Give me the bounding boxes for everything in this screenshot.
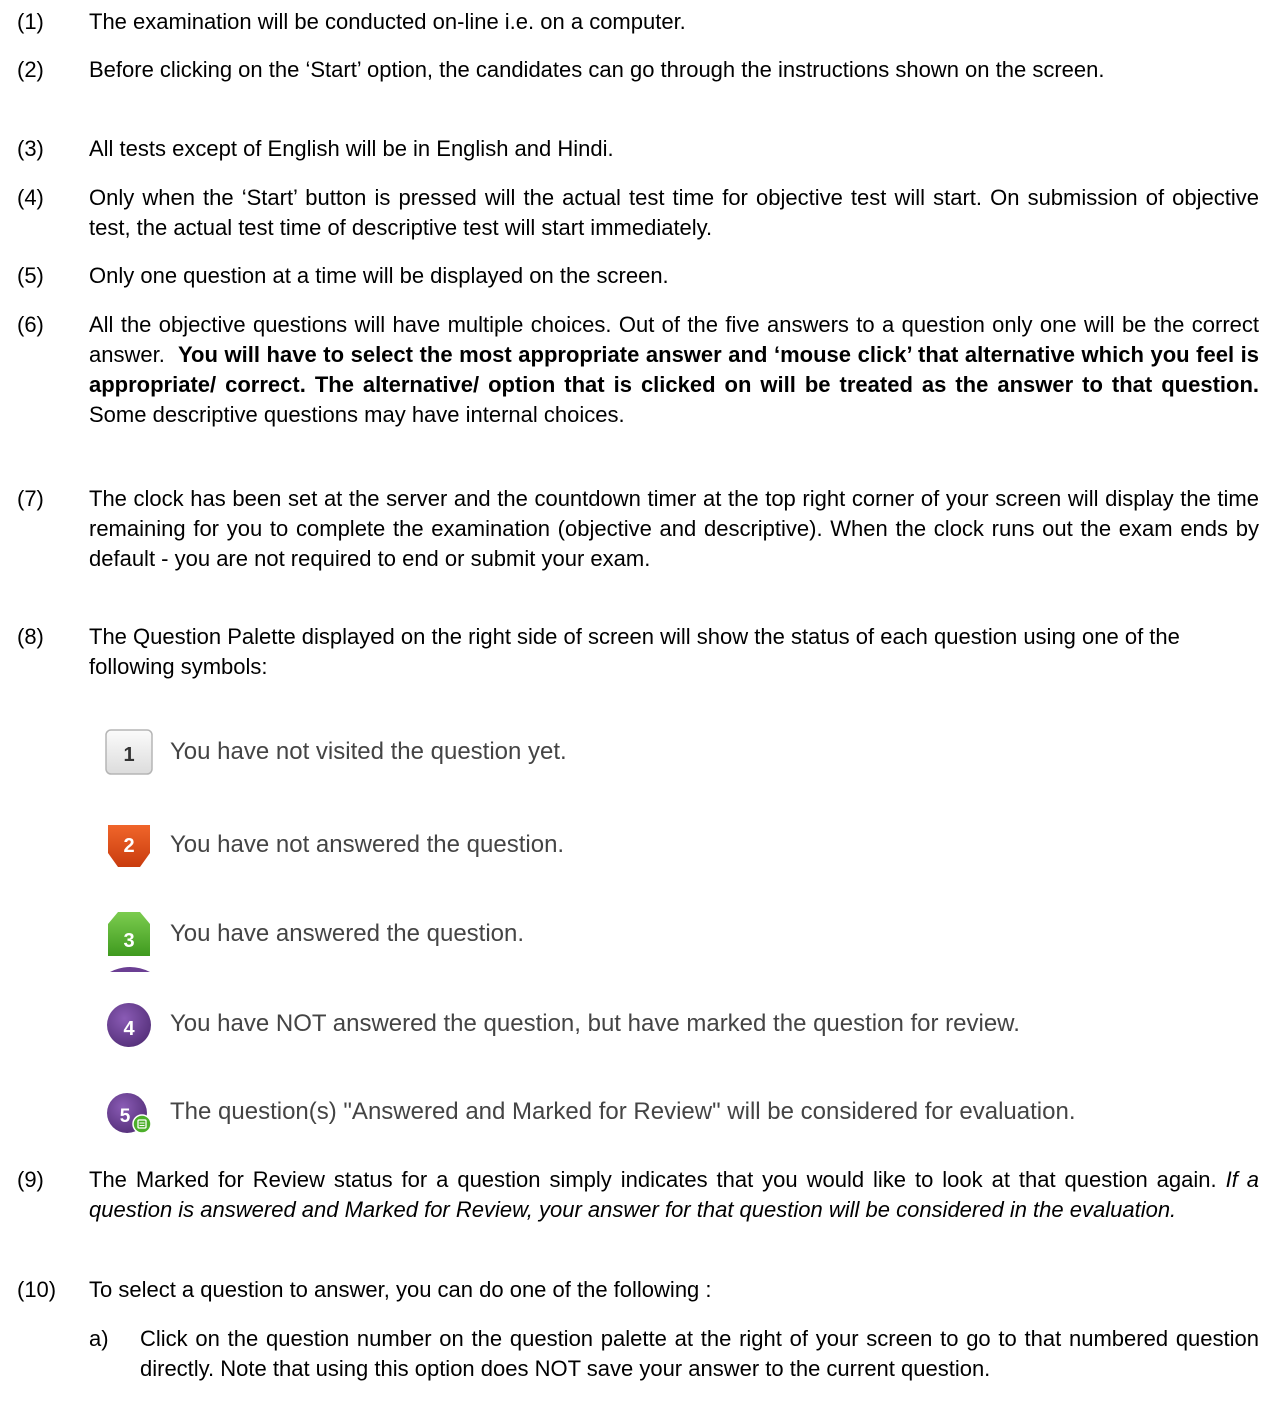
item-text-italic: If a question is answered and Marked for Review, your answer for that question will be considered in the evaluation. (89, 1167, 1259, 1222)
legend-badge-number: 3 (123, 930, 135, 952)
legend-text: You have NOT answered the question, but have marked the question for review. (170, 1010, 1020, 1037)
purple-arc-fragment-icon (108, 964, 152, 972)
item-number: (5) (17, 263, 44, 288)
item-text: Only one question at a time will be displayed on the screen. (89, 263, 669, 288)
legend-marked-for-review (100, 996, 1200, 1056)
item-text: All tests except of English will be in English and Hindi. (89, 136, 614, 161)
item-number: (1) (17, 9, 44, 34)
legend-text: You have not visited the question yet. (170, 738, 567, 765)
not-answered-icon (104, 821, 154, 869)
item-text (89, 1165, 1259, 1225)
not-visited-icon (104, 728, 154, 776)
item-text: Only when the ‘Start’ button is pressed will the actual test time for objective test will start. On submission of objective test, the actual test time of descriptive test will start immediately. (89, 185, 1259, 240)
item-number: (4) (17, 185, 44, 210)
legend-badge-number: 5 (119, 1106, 131, 1127)
item-text-plain-end: Some descriptive questions may have internal choices. (89, 402, 625, 427)
item-text-bold: You will have to select the most appropriate answer and ‘mouse click’ that alternative which you feel is appropriate/ correct. The alternative/ option that is clicked on will be treated as the answer to that question. (89, 342, 1259, 397)
item-text: The clock has been set at the server and the countdown timer at the top right corner of your screen will display the time remaining for you to complete the examination (objective and descriptive). When the clock runs out the exam ends by default - you are not required to end or submit your exam. (89, 486, 1259, 571)
item-text: To select a question to answer, you can do one of the following : (89, 1277, 712, 1302)
legend-answered-marked (100, 1084, 1200, 1144)
legend-badge-number: 2 (123, 835, 135, 857)
legend-text: The question(s) "Answered and Marked for Review" will be considered for evaluation. (170, 1098, 1076, 1125)
item-number: (2) (17, 57, 44, 82)
sub-item-letter: a) (89, 1326, 109, 1351)
item-number: (9) (17, 1167, 44, 1192)
marked-for-review-icon (104, 1000, 154, 1048)
item-number: (6) (17, 312, 44, 337)
legend-not-visited (100, 724, 1200, 784)
answered-marked-icon (104, 1088, 154, 1136)
legend-badge-number: 1 (123, 744, 135, 766)
item-text: The Question Palette displayed on the right side of screen will show the status of each question using one of the following symbols: (89, 624, 1180, 679)
legend-text: You have answered the question. (170, 920, 525, 947)
item-text (89, 310, 1259, 430)
answered-icon (104, 910, 154, 958)
item-number: (10) (17, 1277, 57, 1302)
item-number: (8) (17, 624, 44, 649)
item-number: (3) (17, 136, 44, 161)
item-text: The examination will be conducted on-line i.e. on a computer. (89, 9, 686, 34)
legend-badge-number: 4 (123, 1018, 135, 1040)
legend-text: You have not answered the question. (170, 831, 565, 858)
item-text-plain: All the objective questions will have multiple choices. Out of the five answers to a question only one will be the correct answer. (89, 312, 1259, 367)
item-number: (7) (17, 486, 44, 511)
legend-answered (100, 906, 1200, 966)
sub-item-text: Click on the question number on the question palette at the right of your screen to go to that numbered question directly. Note that using this option does NOT save your answer to the current question. (140, 1326, 1259, 1381)
legend-not-answered (100, 817, 1200, 877)
item-text: Before clicking on the ‘Start’ option, the candidates can go through the instructions shown on the screen. (89, 57, 1105, 82)
item-text-plain: The Marked for Review status for a question simply indicates that you would like to look at that question again. (89, 1167, 1217, 1192)
